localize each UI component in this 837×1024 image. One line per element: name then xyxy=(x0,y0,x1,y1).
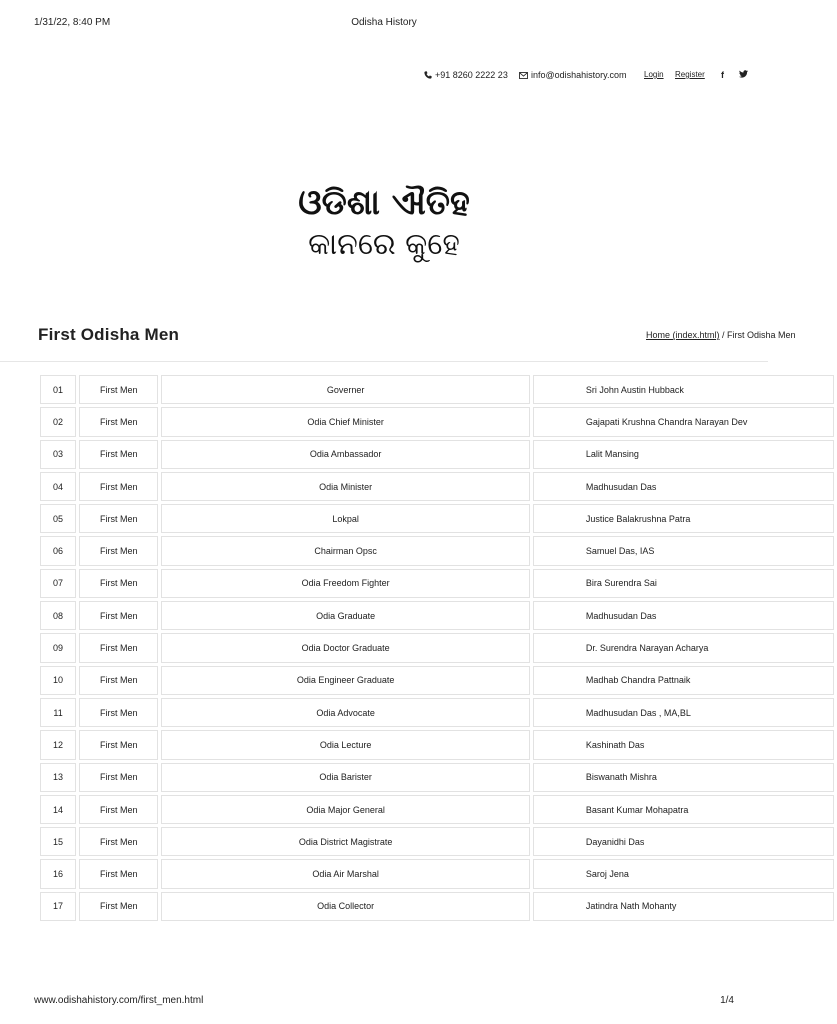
table-row xyxy=(40,698,834,727)
table-row xyxy=(40,730,834,759)
cell-title: Odia Major General xyxy=(161,795,529,824)
cell-category: First Men xyxy=(79,666,158,695)
cell-category: First Men xyxy=(79,375,158,404)
cell-title: Odia Barister xyxy=(161,763,529,792)
table-row xyxy=(40,375,834,404)
print-header xyxy=(34,17,734,31)
cell-title: Odia District Magistrate xyxy=(161,827,529,856)
cell-category: First Men xyxy=(79,730,158,759)
cell-title: Odia Air Marshal xyxy=(161,859,529,888)
cell-category: First Men xyxy=(79,633,158,662)
brand-tagline: କାନରେ କୁହେ xyxy=(308,227,460,262)
cell-title: Odia Advocate xyxy=(161,698,529,727)
cell-category: First Men xyxy=(79,536,158,565)
table-row xyxy=(40,633,834,662)
cell-person: Sri John Austin Hubback xyxy=(533,375,834,404)
cell-number: 08 xyxy=(40,601,76,630)
cell-category: First Men xyxy=(79,440,158,469)
table-row xyxy=(40,440,834,469)
cell-category: First Men xyxy=(79,407,158,436)
cell-number: 15 xyxy=(40,827,76,856)
breadcrumb-separator: / xyxy=(719,330,728,340)
cell-person: Jatindra Nath Mohanty xyxy=(533,892,834,921)
top-contact-bar xyxy=(0,70,768,84)
cell-person: Kashinath Das xyxy=(533,730,834,759)
cell-title: Odia Doctor Graduate xyxy=(161,633,529,662)
cell-person: Samuel Das, IAS xyxy=(533,536,834,565)
twitter-icon[interactable] xyxy=(739,70,748,78)
cell-category: First Men xyxy=(79,892,158,921)
cell-number: 10 xyxy=(40,666,76,695)
cell-title: Odia Ambassador xyxy=(161,440,529,469)
cell-category: First Men xyxy=(79,859,158,888)
cell-person: Madhusudan Das xyxy=(533,601,834,630)
cell-person: Gajapati Krushna Chandra Narayan Dev xyxy=(533,407,834,436)
cell-category: First Men xyxy=(79,698,158,727)
phone-icon xyxy=(424,71,432,79)
cell-number: 07 xyxy=(40,569,76,598)
cell-category: First Men xyxy=(79,569,158,598)
cell-person: Madhab Chandra Pattnaik xyxy=(533,666,834,695)
cell-number: 04 xyxy=(40,472,76,501)
cell-category: First Men xyxy=(79,601,158,630)
mail-icon xyxy=(519,72,528,79)
table-row xyxy=(40,472,834,501)
site-brand[interactable] xyxy=(0,182,768,264)
cell-title: Odia Engineer Graduate xyxy=(161,666,529,695)
breadcrumb-current: First Odisha Men xyxy=(727,330,796,340)
table-row xyxy=(40,763,834,792)
cell-number: 16 xyxy=(40,859,76,888)
breadcrumb xyxy=(646,330,796,340)
cell-number: 14 xyxy=(40,795,76,824)
print-page-number: 1/4 xyxy=(720,995,734,1006)
cell-category: First Men xyxy=(79,472,158,501)
print-date: 1/31/22, 8:40 PM xyxy=(34,17,111,28)
cell-title: Governer xyxy=(161,375,529,404)
cell-title: Lokpal xyxy=(161,504,529,533)
cell-title: Odia Minister xyxy=(161,472,529,501)
cell-person: Bira Surendra Sai xyxy=(533,569,834,598)
cell-person: Lalit Mansing xyxy=(533,440,834,469)
cell-title: Odia Chief Minister xyxy=(161,407,529,436)
cell-person: Biswanath Mishra xyxy=(533,763,834,792)
table-row xyxy=(40,504,834,533)
phone-number: +91 8260 2222 23 xyxy=(435,70,508,80)
section-divider xyxy=(0,361,768,362)
login-link[interactable]: Login xyxy=(644,70,664,79)
cell-category: First Men xyxy=(79,763,158,792)
table-row xyxy=(40,859,834,888)
table-row xyxy=(40,601,834,630)
cell-category: First Men xyxy=(79,827,158,856)
cell-title: Odia Collector xyxy=(161,892,529,921)
table-row xyxy=(40,827,834,856)
first-men-table-container xyxy=(40,375,768,927)
email-address: info@odishahistory.com xyxy=(531,70,627,80)
cell-number: 09 xyxy=(40,633,76,662)
register-link[interactable]: Register xyxy=(675,70,705,79)
cell-title: Chairman Opsc xyxy=(161,536,529,565)
table-body xyxy=(40,375,834,921)
cell-person: Saroj Jena xyxy=(533,859,834,888)
email-link[interactable] xyxy=(519,70,627,80)
cell-number: 17 xyxy=(40,892,76,921)
cell-person: Dr. Surendra Narayan Acharya xyxy=(533,633,834,662)
cell-number: 02 xyxy=(40,407,76,436)
cell-number: 01 xyxy=(40,375,76,404)
cell-person: Basant Kumar Mohapatra xyxy=(533,795,834,824)
brand-title: ଓଡିଶା ଐତିହ xyxy=(298,183,470,223)
table-row xyxy=(40,892,834,921)
cell-person: Justice Balakrushna Patra xyxy=(533,504,834,533)
print-footer xyxy=(34,995,734,1009)
cell-number: 13 xyxy=(40,763,76,792)
cell-title: Odia Freedom Fighter xyxy=(161,569,529,598)
table-row xyxy=(40,407,834,436)
cell-person: Dayanidhi Das xyxy=(533,827,834,856)
cell-title: Odia Lecture xyxy=(161,730,529,759)
cell-number: 06 xyxy=(40,536,76,565)
cell-category: First Men xyxy=(79,795,158,824)
cell-person: Madhusudan Das , MA,BL xyxy=(533,698,834,727)
cell-number: 12 xyxy=(40,730,76,759)
page-title: First Odisha Men xyxy=(38,325,180,344)
first-men-table xyxy=(37,372,837,924)
cell-category: First Men xyxy=(79,504,158,533)
facebook-icon[interactable]: f xyxy=(721,70,724,80)
table-row xyxy=(40,569,834,598)
print-title: Odisha History xyxy=(351,17,417,28)
print-url: www.odishahistory.com/first_men.html xyxy=(34,995,204,1006)
cell-number: 11 xyxy=(40,698,76,727)
table-row xyxy=(40,795,834,824)
phone-link[interactable] xyxy=(424,70,508,80)
breadcrumb-home-link[interactable]: Home (index.html) xyxy=(646,330,720,340)
cell-title: Odia Graduate xyxy=(161,601,529,630)
cell-person: Madhusudan Das xyxy=(533,472,834,501)
cell-number: 05 xyxy=(40,504,76,533)
cell-number: 03 xyxy=(40,440,76,469)
table-row xyxy=(40,666,834,695)
table-row xyxy=(40,536,834,565)
